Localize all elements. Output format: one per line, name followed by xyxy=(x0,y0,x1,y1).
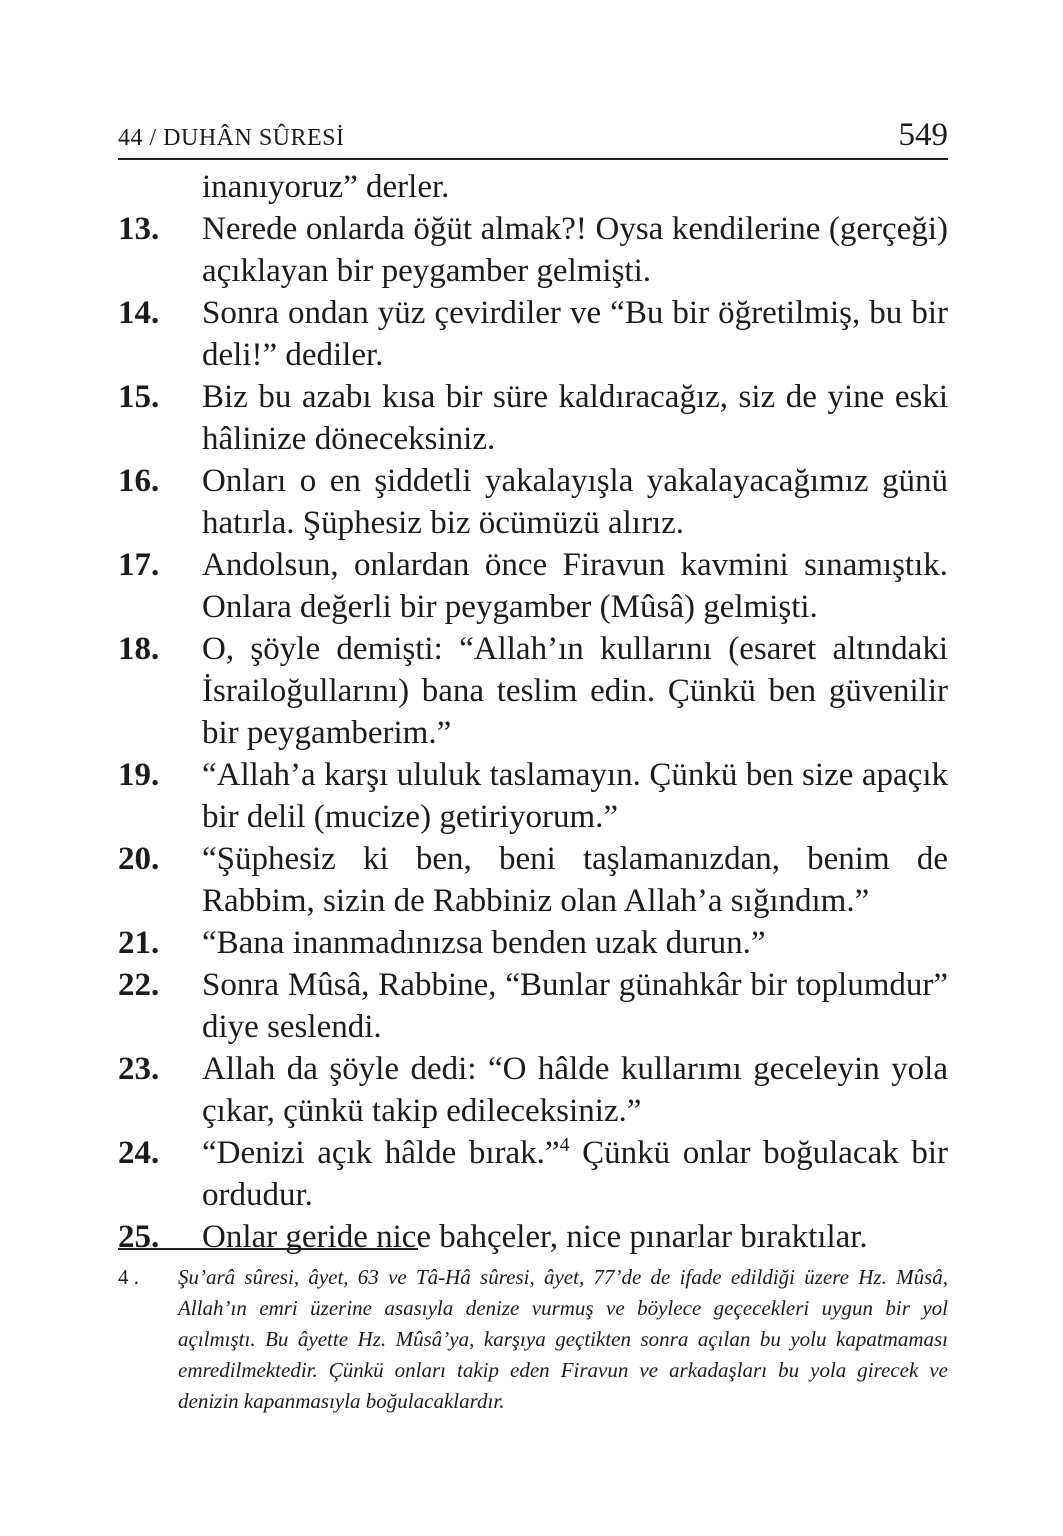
verse-text-part: “Denizi açık hâlde bırak.” xyxy=(202,1135,560,1171)
verse-number: 13. xyxy=(118,211,160,247)
verse-19 xyxy=(118,754,948,838)
verse-continuation: inanıyoruz” derler. xyxy=(202,169,450,205)
verse-list xyxy=(118,166,948,1258)
verse-21 xyxy=(118,922,948,964)
footnote xyxy=(118,1262,948,1417)
verse-25 xyxy=(118,1216,948,1258)
verse-20 xyxy=(118,838,948,922)
verse-number: 14. xyxy=(118,295,160,331)
verse-number: 16. xyxy=(118,463,160,499)
verse-text: Andolsun, onlardan önce Firavun kavmini sınamıştık. Onlara değerli bir peygamber (Mûsâ) gelmişti. xyxy=(202,547,948,625)
verse-text: Onlar geride nice bahçeler, nice pınarlar bıraktılar. xyxy=(202,1219,868,1255)
page-number: 549 xyxy=(898,117,948,153)
footnote-divider xyxy=(118,1248,418,1250)
verse-23 xyxy=(118,1048,948,1132)
verse-number: 21. xyxy=(118,925,160,961)
verse-13 xyxy=(118,208,948,292)
verse-text: O, şöyle demişti: “Allah’ın kullarını (esaret altındaki İsrailoğullarını) bana teslim edin. Çünkü ben güvenilir bir peygamberim.” xyxy=(202,631,948,751)
verse-text-part: Çünkü onlar boğulacak bir ordudur. xyxy=(202,1135,948,1213)
verse-text: Allah da şöyle dedi: “O hâlde kullarımı geceleyin yola çıkar, çünkü takip edileceksiniz.” xyxy=(202,1051,948,1129)
verse-number: 17. xyxy=(118,547,160,583)
verse-15 xyxy=(118,376,948,460)
verse-text: “Allah’a karşı ululuk taslamayın. Çünkü ben size apaçık bir delil (mucize) getiriyorum.” xyxy=(202,757,948,835)
verse-17 xyxy=(118,544,948,628)
verse-number: 25. xyxy=(118,1219,160,1255)
page-header xyxy=(118,112,948,160)
verse-number: 18. xyxy=(118,631,160,667)
verse-number: 20. xyxy=(118,841,160,877)
footnote-mark: 4 . xyxy=(118,1265,139,1289)
footnote-reference[interactable]: 4 xyxy=(559,1134,570,1156)
verse-number: 24. xyxy=(118,1135,160,1171)
verse-text: Sonra Mûsâ, Rabbine, “Bunlar günahkâr bir toplumdur” diye seslendi. xyxy=(202,967,948,1045)
verse-text: Onları o en şiddetli yakalayışla yakalayacağımız günü hatırla. Şüphesiz biz öcümüzü alırız. xyxy=(202,463,948,541)
verse-18 xyxy=(118,628,948,754)
verse-24 xyxy=(118,1132,948,1216)
verse-number: 23. xyxy=(118,1051,160,1087)
verse-22 xyxy=(118,964,948,1048)
verse-number: 15. xyxy=(118,379,160,415)
verse-text: Biz bu azabı kısa bir süre kaldıracağız, siz de yine eski hâlinize döneceksiniz. xyxy=(202,379,948,457)
verse-text: “Bana inanmadınızsa benden uzak durun.” xyxy=(202,925,766,961)
verse-text: Nerede onlarda öğüt almak?! Oysa kendilerine (gerçeği) açıklayan bir peygamber gelmişti. xyxy=(202,211,948,289)
running-head: 44 / DUHÂN SÛRESİ xyxy=(118,125,345,151)
verse-number: 22. xyxy=(118,967,160,1003)
footnote-text: Şu’arâ sûresi, âyet, 63 ve Tâ-Hâ sûresi, âyet, 77’de de ifade edildiği üzere Hz. Mûsâ, Allah’ın emri üzerine asasıyla denize vurmuş ve böylece geçecekleri uygun bir yol açılmıştı. Bu âyette Hz. Mûsâ’ya, karşıya geçtikten sonra açılan bu yolu kapatmaması emredilmektedir. Çünkü onları takip eden Firavun ve arkadaşları bu yola girecek ve denizin kapanmasıyla boğulacaklardır. xyxy=(178,1265,948,1413)
verse-text: “Şüphesiz ki ben, beni taşlamanızdan, benim de Rabbim, sizin de Rabbiniz olan Allah’a sığındım.” xyxy=(202,841,948,919)
verse-16 xyxy=(118,460,948,544)
verse-number: 19. xyxy=(118,757,160,793)
verse-14 xyxy=(118,292,948,376)
verse-text xyxy=(202,1132,948,1216)
verse-text: Sonra ondan yüz çevirdiler ve “Bu bir öğretilmiş, bu bir deli!” dediler. xyxy=(202,295,948,373)
